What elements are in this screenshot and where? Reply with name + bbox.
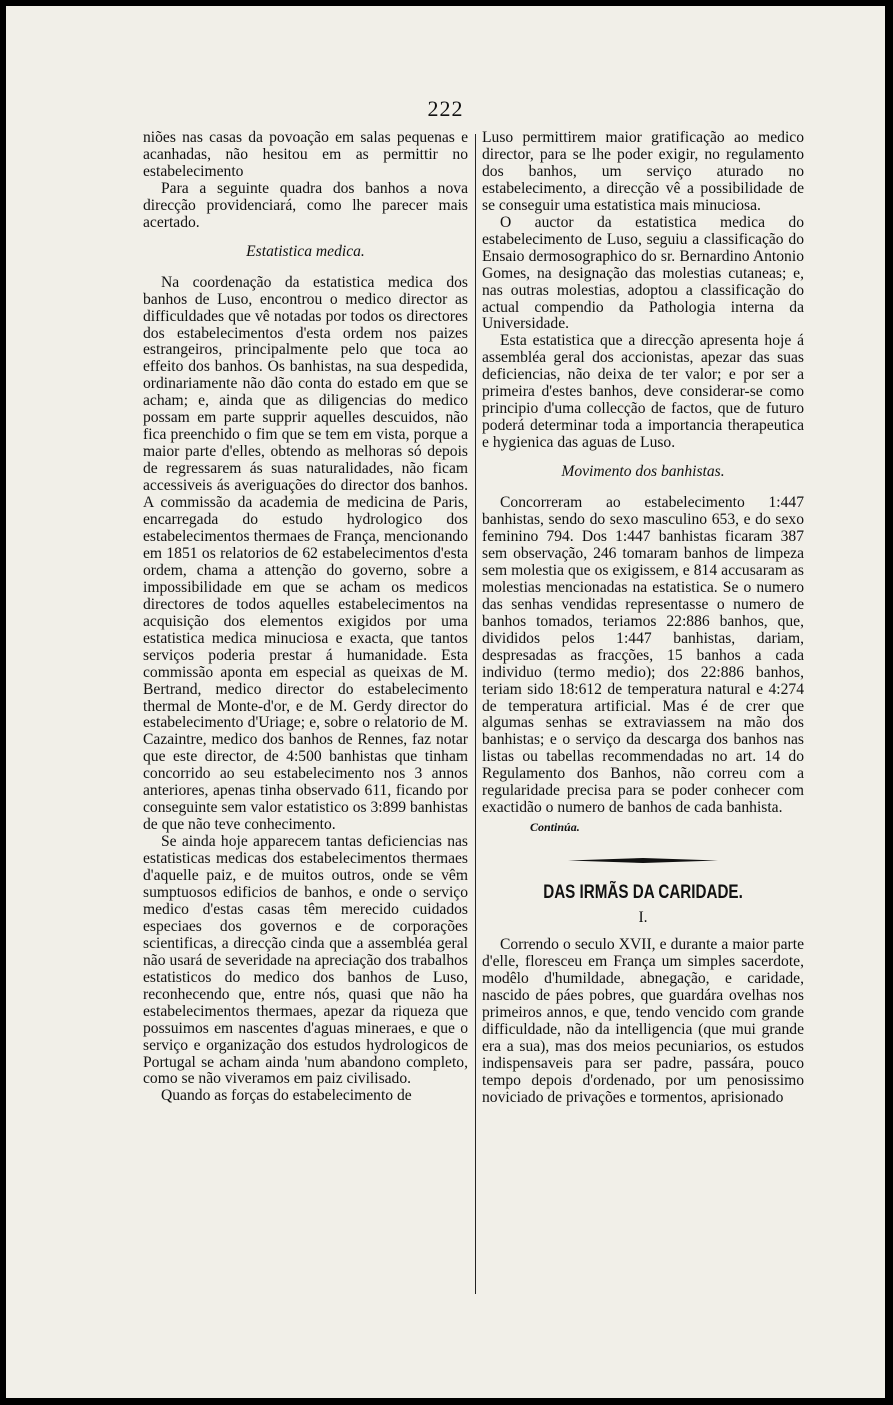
page-number: 222 <box>427 96 464 121</box>
paragraph: Se ainda hoje apparecem tantas deficiencias nas estatisticas medicas dos estabelecimentos thermaes d'aquelle paiz, e de muitos outros, onde se vêm sumptuosos edificios de banhos, e onde o serviço medico d'estas casas têm merecido cuidados especiaes dos governos e de corporações scientificas, a direcção cinda que a assembléa geral não usará de severidade na apreciação dos trabalhos estatisticos do medico dos banhos de Luso, reconhecendo que, entre nós, quasi que não ha estabelecimentos thermaes, apezar da riqueza que possuimos em nascentes d'aguas mineraes, e que o serviço e organização dos estudos hydrologicos de Portugal se acham ainda 'num abandono completo, como se não viveramos em paiz civilisado. <box>143 833 468 1088</box>
right-column <box>482 130 804 1107</box>
column-divider <box>475 134 476 1294</box>
paragraph: Na coordenação da estatistica medica dos banhos de Luso, encontrou o medico director as difficuldades que vê notadas por todos os directores dos estabelecimentos d'esta ordem nos paizes estrangeiros, principalmente pelo que toca ao effeito dos banhos. Os banhistas, na sua despedida, ordinariamente não dão conta do estado em que se acham; e, ainda que as diligencias do medico possam em parte supprir aquelles descuidos, não fica preenchido o fim que se tem em vista, porque a maior parte d'elles, obtendo as melhoras só depois de regressarem ás suas naturalidades, não ficam accessiveis ás averiguações do director dos banhos. A commissão da academia de medicina de Paris, encarregada do estudo hydrologico dos estabelecimentos thermaes de França, mencionando em 1851 os relatorios de 62 estabelecimentos d'esta ordem, chama a attenção do governo, sobre a impossibilidade em que se acham os medicos directores de todos aquelles estabelecimentos na acquisição dos elementos exigidos por uma estatistica medica minuciosa e exacta, que tantos serviços poderia prestar á humanidade. Esta commissão aponta em especial as queixas de M. Bertrand, medico director do estabelecimento thermal de Monte-d'or, e de M. Gerdy director do estabelecimento d'Uriage; e, sobre o relatorio de M. Cazaintre, medico dos banhos de Rennes, faz notar que este director, de 4:500 banhistas que tinham concorrido ao seu estabelecimento nos 3 annos anteriores, apenas tinha observado 611, ficando por conseguinte sem valor estatistico os 3:899 banhistas de que não teve conhecimento. <box>143 273 468 834</box>
paragraph: Para a seguinte quadra dos banhos a nova direcção providenciará, como lhe parecer mais acertado. <box>143 179 468 231</box>
article-title: DAS IRMÃS DA CARIDADE. <box>543 882 743 904</box>
ornamental-rule-icon <box>568 858 718 863</box>
paragraph: niões nas casas da povoação em salas pequenas e acanhadas, não hesitou em as permittir no estabelecimento <box>143 129 468 180</box>
section-heading: Movimento dos banhistas. <box>561 463 725 481</box>
paragraph: O auctor da estatistica medica do estabelecimento de Luso, seguiu a classificação do Ensaio dermosographico do sr. Bernardino Antonio Gomes, na designação das molestias cutaneas; e, nas outras molestias, adoptou a classificação do actual compendio da Pathologia interna da Universidade. <box>482 213 804 333</box>
newspaper-page <box>6 6 885 1398</box>
section-heading: Estatistica medica. <box>246 242 365 260</box>
paragraph: Concorreram ao estabelecimento 1:447 banhistas, sendo do sexo masculino 653, e do sexo feminino 794. Dos 1:447 banhistas ficaram 387 sem observação, 246 tomaram banhos de limpeza sem molestia que os exigissem, e 814 accusaram as molestias mencionadas na estatistica. Se o numero das senhas vendidas representasse o numero de banhos tomados, teriamos 22:886 banhos, que, divididos pelos 1:447 banhistas, dariam, despresadas as fracções, 15 banhos a cada individuo (termo medio); dos 22:886 banhos, teriam sido 18:612 de temperatura natural e 4:274 de temperatura artificial. Mas é de crer que algumas senhas se extraviassem na mão dos banhistas; e o serviço da descarga dos banhos nas listas ou tabellas recommendadas no art. 14 do Regulamento dos Banhos, não correu com a regularidade precisa para se poder conhecer com exactidão o numero de banhos de cada banhista. <box>482 494 804 817</box>
paragraph: Correndo o seculo XVII, e durante a maior parte d'elle, floresceu em França um simples sacerdote, modêlo d'humildade, abnegação, e caridade, nascido de páes pobres, que guardára ovelhas nos primeiros annos, e que, tendo vencido com grande difficuldade, não da intelligencia (que mui grande era a sua), mas dos meios pecuniarios, os estudos indispensaveis para ser padre, passára, pouco tempo depois d'ordenado, por um penosissimo noviciado de privações e tormentos, aprisionado <box>482 936 804 1106</box>
left-column <box>143 130 468 1105</box>
ornamental-rule <box>568 858 718 863</box>
chapter-number: I. <box>638 909 648 927</box>
paragraph: Luso permittirem maior gratificação ao medico director, para se lhe poder exigir, no regulamento dos banhos, um serviço aturado no estabelecimento, a direcção vê a possibilidade de se conseguir uma estatistica mais minuciosa. <box>482 129 804 214</box>
paragraph: Esta estatistica que a direcção apresenta hoje á assembléa geral dos accionistas, apezar das suas deficiencias, não deixa de ter valor; e por ser a primeira d'estes banhos, deve considerar-se como principio d'uma collecção de factos, que de futuro poderá determinar toda a importancia therapeutica e hygienica das aguas de Luso. <box>482 332 804 452</box>
continued-note: Continúa. <box>530 820 580 835</box>
paragraph: Quando as forças do estabelecimento de <box>161 1087 412 1105</box>
